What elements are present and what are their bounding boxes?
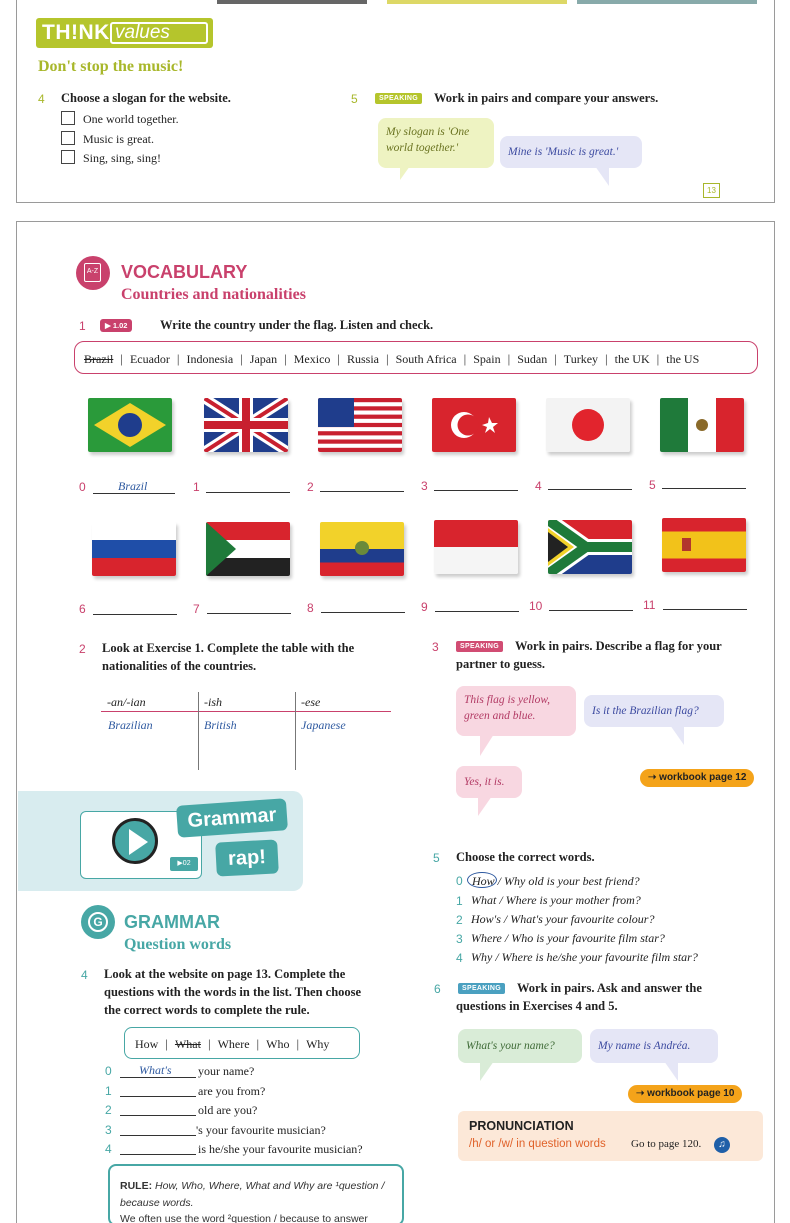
answer-value[interactable]: What's: [139, 1063, 172, 1077]
flag-indonesia: [434, 520, 518, 574]
video-number-tag: ▶02: [170, 857, 198, 871]
separator: |: [507, 351, 511, 366]
speech-bubble: Mine is 'Music is great.': [500, 136, 642, 168]
photo-strip: [217, 0, 367, 4]
exercise-number: 3: [432, 640, 439, 654]
separator: |: [165, 1036, 168, 1051]
question-number: 0: [105, 1064, 112, 1078]
exercise-instruction: nationalities of the countries.: [102, 659, 257, 673]
answer-number: 3: [421, 479, 428, 493]
flag-sudan: [206, 522, 290, 576]
exercise-number: 4: [38, 92, 45, 106]
flag-ecuador: [320, 522, 404, 576]
speaking-tag: SPEAKING: [456, 641, 503, 652]
audio-icon[interactable]: ♫: [714, 1137, 730, 1153]
exercise-number: 1: [79, 319, 86, 333]
exercise-number: 2: [79, 642, 86, 656]
slogan-checkbox[interactable]: [61, 111, 75, 125]
answer-number: 4: [535, 479, 542, 493]
separator: |: [463, 351, 467, 366]
audio-track-tag[interactable]: ▶ 1.02: [100, 319, 132, 332]
wordbank-item: Turkey: [563, 351, 599, 366]
choice-item[interactable]: Why / Where is he/she your favourite film star?: [471, 950, 698, 964]
section-subtitle: Question words: [124, 936, 232, 953]
question-number: 4: [105, 1142, 112, 1156]
wordbank-item: the US: [666, 351, 700, 366]
section-subtitle: Countries and nationalities: [121, 286, 306, 303]
photo-strip: [577, 0, 757, 4]
workbook-link[interactable]: ➝ workbook page 12: [640, 769, 754, 787]
exercise-number: 6: [434, 982, 441, 996]
bubble-tail: [480, 734, 494, 756]
az-book-icon: A-Z: [84, 263, 101, 282]
answer-line[interactable]: [434, 490, 518, 491]
bubble-tail: [670, 725, 684, 745]
answer-line[interactable]: [93, 614, 177, 615]
speech-bubble: What's your name?: [458, 1029, 582, 1063]
answer-line[interactable]: [120, 1135, 196, 1136]
flag-turkey: [432, 398, 516, 452]
exercise-instruction: partner to guess.: [456, 657, 546, 671]
bubble-tail: [480, 1061, 494, 1081]
slogan-option: One world together.: [83, 112, 179, 126]
exercise-instruction: questions in Exercises 4 and 5.: [456, 999, 618, 1013]
wordbank-row: [84, 351, 699, 367]
bubble-tail: [664, 1061, 678, 1081]
exercise-number: 5: [433, 851, 440, 865]
speech-bubble: This flag is yellow, green and blue.: [456, 686, 576, 736]
exercise-number: 5: [351, 92, 358, 106]
wordbank-item: Indonesia: [186, 351, 234, 366]
exercise-instruction: Choose a slogan for the website.: [61, 91, 231, 105]
question-number: 3: [105, 1123, 112, 1137]
audio-track-number: 1.02: [112, 321, 128, 330]
table-cell: British: [204, 718, 237, 732]
item-number: 1: [456, 894, 463, 908]
page-number: 13: [703, 183, 720, 198]
separator: |: [284, 351, 287, 366]
workbook-link-label: workbook page 10: [647, 1088, 735, 1099]
exercise-instruction: questions with the words in the list. Then choose: [104, 985, 362, 999]
question-number: 1: [105, 1084, 112, 1098]
answer-line[interactable]: [435, 611, 519, 612]
separator: |: [240, 351, 243, 366]
bubble-tail: [595, 166, 609, 186]
exercise-instruction: Work in pairs. Describe a flag for your: [515, 639, 722, 653]
wordbank-item: Spain: [473, 351, 501, 366]
answer-line[interactable]: [549, 610, 633, 611]
pronunciation-topic: /h/ or /w/ in question words: [469, 1138, 606, 1150]
table-cell: Japanese: [301, 718, 346, 732]
wordbank-item: Brazil: [84, 351, 114, 366]
slogan-option: Music is great.: [83, 132, 154, 146]
separator: |: [207, 1036, 211, 1051]
answer-line[interactable]: [120, 1096, 196, 1097]
slogan-checkbox[interactable]: [61, 150, 75, 164]
flag-brazil: [88, 398, 172, 452]
flag-russia: [92, 522, 176, 576]
separator: |: [337, 351, 340, 366]
item-number: 0: [456, 874, 463, 888]
table-rule: [101, 711, 391, 712]
workbook-link[interactable]: ➝ workbook page 10: [628, 1085, 742, 1103]
wordbank-item: Why: [306, 1036, 330, 1051]
wordbank-item: South Africa: [395, 351, 457, 366]
speaking-tag: SPEAKING: [375, 93, 422, 104]
speaking-tag: SPEAKING: [458, 983, 505, 994]
pronunciation-goto[interactable]: Go to page 120.: [631, 1138, 702, 1150]
exercise-instruction: the correct words to complete the rule.: [104, 1003, 310, 1017]
answer-line[interactable]: [207, 613, 291, 614]
exercise-instruction: Look at the website on page 13. Complete the: [104, 967, 346, 981]
wordbank-item: Ecuador: [129, 351, 170, 366]
separator: |: [120, 351, 123, 366]
wordbank-item: Japan: [249, 351, 278, 366]
answer-number: 8: [307, 601, 314, 615]
answer-number: 0: [79, 480, 86, 494]
separator: |: [554, 351, 557, 366]
answer-number: 11: [643, 598, 656, 612]
item-number: 3: [456, 932, 463, 946]
answer-number: 2: [307, 480, 314, 494]
question-text: 's your favourite musician?: [196, 1123, 326, 1137]
g-circle-icon: G: [88, 912, 108, 932]
choice-item[interactable]: What / Where is your mother from?: [471, 893, 641, 907]
section-title: VOCABULARY: [121, 262, 248, 282]
answer-line[interactable]: [206, 492, 290, 493]
answer-number: 6: [79, 602, 86, 616]
separator: |: [656, 351, 660, 366]
exercise-number: 4: [81, 968, 88, 982]
flag-uk: [204, 398, 288, 452]
question-text: is he/she your favourite musician?: [198, 1142, 363, 1156]
separator: |: [176, 351, 180, 366]
answer-line[interactable]: [120, 1115, 196, 1116]
answer-number: 10: [529, 599, 543, 613]
rule-label: RULE:: [120, 1180, 153, 1192]
wordbank-item: Who: [266, 1036, 290, 1051]
wordbank-item: What: [174, 1036, 201, 1051]
exercise-instruction: Work in pairs and compare your answers.: [434, 91, 659, 105]
table-divider: [198, 692, 199, 770]
wordbank-item: Russia: [347, 351, 380, 366]
question-text: your name?: [198, 1064, 255, 1078]
answer-line[interactable]: [663, 609, 747, 610]
table-header: -ish: [204, 695, 222, 709]
answer-number: 1: [193, 480, 200, 494]
separator: |: [256, 1036, 260, 1051]
wordbank-row: [135, 1036, 329, 1052]
grammar-rap-word: Grammar: [176, 798, 288, 838]
answer-number: 5: [649, 478, 656, 492]
photo-strip: [387, 0, 567, 4]
answer-number: 7: [193, 602, 200, 616]
slogan-checkbox[interactable]: [61, 131, 75, 145]
table-header: -an/-ian: [107, 695, 146, 709]
speech-bubble: Is it the Brazilian flag?: [584, 695, 724, 727]
speech-bubble: My name is Andréa.: [590, 1029, 718, 1063]
answer-line[interactable]: [662, 488, 746, 489]
flag-mexico: [660, 398, 744, 452]
wordbank-item: Where: [217, 1036, 250, 1051]
speech-bubble: Yes, it is.: [456, 766, 522, 798]
values-word: values: [115, 22, 170, 43]
table-cell: Brazilian: [108, 718, 153, 732]
answer-value[interactable]: Brazil: [118, 479, 148, 493]
separator: |: [296, 1036, 300, 1051]
rule-line: We often use the word ²question / because to answer: [120, 1213, 368, 1223]
rule-line: [120, 1178, 384, 1195]
wordbank-item: Mexico: [293, 351, 331, 366]
think-word: TH!NK: [42, 21, 110, 44]
exercise-instruction: Work in pairs. Ask and answer the: [517, 981, 702, 995]
section-title: GRAMMAR: [124, 912, 220, 932]
wordbank-item: the UK: [614, 351, 650, 366]
question-number: 2: [105, 1103, 112, 1117]
answer-line[interactable]: [320, 491, 404, 492]
flag-us: [318, 398, 402, 452]
exercise-instruction: Look at Exercise 1. Complete the table with the: [102, 641, 355, 655]
separator: |: [605, 351, 608, 366]
answer-line[interactable]: [120, 1154, 196, 1155]
flag-spain: [662, 518, 746, 572]
flag-south-africa: [548, 520, 632, 574]
question-text: are you from?: [198, 1084, 266, 1098]
think-subtitle: Don't stop the music!: [38, 58, 184, 75]
rule-line: because words.: [120, 1197, 194, 1209]
exercise-instruction: Write the country under the flag. Listen and check.: [160, 318, 434, 332]
choice-item[interactable]: Where / Who is your favourite film star?: [471, 931, 665, 945]
slogan-option: Sing, sing, sing!: [83, 151, 162, 165]
workbook-link-label: workbook page 12: [659, 772, 747, 783]
item-number: 4: [456, 951, 463, 965]
grammar-rap-word: rap!: [215, 839, 279, 876]
item-number: 2: [456, 913, 463, 927]
exercise-instruction: Choose the correct words.: [456, 850, 595, 864]
choice-item[interactable]: How's / What's your favourite colour?: [471, 912, 655, 926]
wordbank-item: Sudan: [517, 351, 548, 366]
speech-bubble: My slogan is 'One world together.': [378, 118, 494, 168]
bubble-tail: [400, 166, 410, 180]
wordbank-item: How: [135, 1036, 159, 1051]
table-divider: [295, 692, 296, 770]
bubble-tail: [478, 796, 492, 816]
answer-line[interactable]: [548, 489, 632, 490]
separator: |: [386, 351, 389, 366]
rule-text: How, Who, Where, What and Why are ¹question /: [155, 1180, 385, 1192]
answer-line[interactable]: [321, 612, 405, 613]
answer-number: 9: [421, 600, 428, 614]
choice-item[interactable]: How / Why old is your best friend?: [472, 874, 640, 888]
play-icon: [129, 829, 148, 855]
question-text: old are you?: [198, 1103, 258, 1117]
table-header: -ese: [301, 695, 321, 709]
video-number: 02: [182, 860, 191, 867]
pronunciation-title: PRONUNCIATION: [469, 1119, 574, 1133]
flag-japan: [546, 398, 630, 452]
